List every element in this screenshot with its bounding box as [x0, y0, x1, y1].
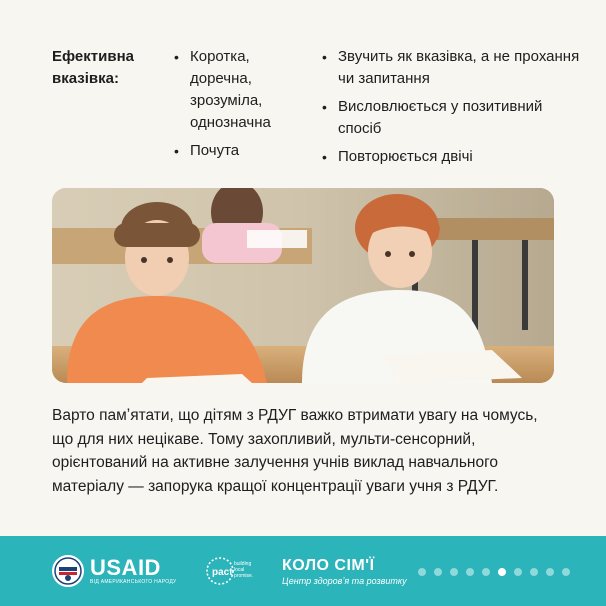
pagination-dot[interactable]: [450, 568, 458, 576]
classroom-illustration: [52, 188, 554, 383]
usaid-name: USAID: [90, 555, 161, 580]
directive-section: [52, 46, 580, 176]
traits-list-left: [172, 46, 302, 168]
list-item: • Почута: [172, 140, 302, 162]
usaid-logo: [52, 555, 177, 587]
pact-logo-icon: [204, 554, 260, 588]
section-heading: Ефективна вказівка:: [52, 48, 134, 87]
list-item: • Звучить як вказівка, а не прохання чи запитання: [320, 46, 580, 90]
pagination-dot[interactable]: [498, 568, 506, 576]
usaid-seal-icon: [52, 555, 84, 587]
list-item: • Повторюється двічі: [320, 146, 580, 168]
traits-list-right: [320, 46, 580, 174]
pagination-dot[interactable]: [530, 568, 538, 576]
body-paragraph: Варто памʼятати, що дітям з РДУГ важко втримати увагу на чомусь, що для них нецікаве. Тому захопливий, мульти-сенсорний, орієнтований на активне залучення учнів виклад навчального матеріалу — запорука кращої концентрації уваги учня з РДУГ.: [52, 407, 538, 495]
footer-bar: [0, 536, 606, 606]
pagination-dot[interactable]: [546, 568, 554, 576]
pagination-dot[interactable]: [482, 568, 490, 576]
pact-logo: [204, 554, 260, 593]
classroom-photo: [52, 188, 554, 383]
pagination-dot[interactable]: [466, 568, 474, 576]
usaid-tagline: ВІД АМЕРИКАНСЬКОГО НАРОДУ: [90, 579, 177, 585]
kolo-simi-tagline: Центр здоровʼя та розвитку: [282, 576, 407, 586]
kolo-simi-name: КОЛО СІМ'Ї: [282, 557, 375, 574]
pagination-dot[interactable]: [562, 568, 570, 576]
slide-pagination[interactable]: [418, 568, 570, 576]
svg-text:promise.: promise.: [234, 573, 254, 579]
svg-text:building: building: [234, 561, 252, 567]
svg-text:local: local: [234, 567, 245, 573]
pagination-dot[interactable]: [434, 568, 442, 576]
pagination-dot[interactable]: [514, 568, 522, 576]
kolo-simi-logo: [282, 558, 407, 587]
list-item: • Висловлюється у позитивний спосіб: [320, 96, 580, 140]
pagination-dot[interactable]: [418, 568, 426, 576]
svg-text:pact: pact: [212, 567, 233, 578]
list-item: • Коротка, доречна, зрозуміла, однозначна: [172, 46, 302, 134]
